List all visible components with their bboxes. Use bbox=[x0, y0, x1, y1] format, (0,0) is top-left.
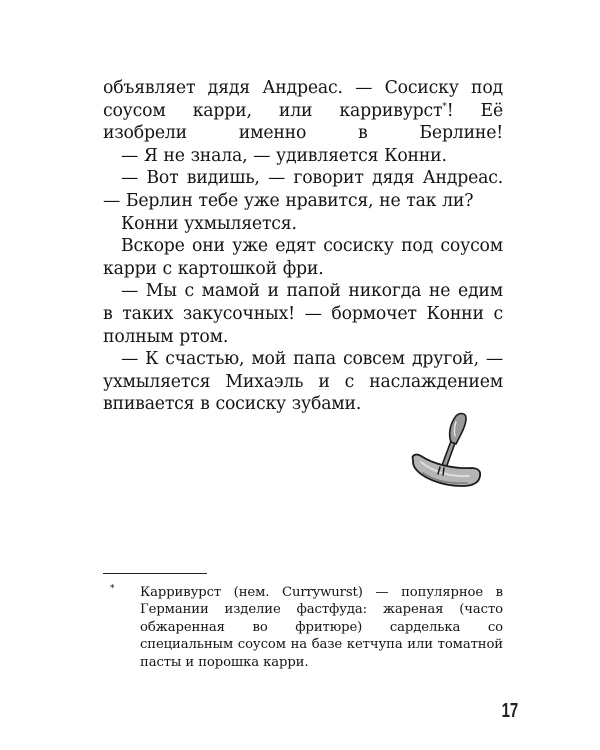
main-text bbox=[103, 77, 503, 416]
paragraph-7: — К счастью, мой папа совсем другой, — ухмыляется Михаэль и с наслаждением впивается в сосиску зубами. bbox=[103, 349, 503, 415]
fork-with-sausage-icon bbox=[405, 410, 487, 500]
paragraph-4: Конни ухмыляется. bbox=[121, 213, 297, 234]
footnote-divider bbox=[103, 573, 207, 574]
fork-head bbox=[450, 414, 466, 444]
paragraph-3: — Вот видишь, — говорит дядя Андреас. — Берлин тебе уже нравится, не так ли? bbox=[103, 168, 503, 211]
footnote-reference[interactable]: * bbox=[442, 101, 447, 112]
footnote-text: Карривурст (нем. Currywurst) — популярное в Германии изделие фастфуда: жареная (часто обжаренная во фритюре) сарделька со специальным соусом на базе кетчупа или томатной пасты и порошка карри. bbox=[140, 585, 503, 670]
paragraph-1-text: объявляет дядя Андреас. — Сосиску под соусом карри, или карривурст bbox=[103, 78, 503, 121]
page-number: 17 bbox=[501, 700, 518, 722]
footnote bbox=[103, 584, 503, 671]
paragraph-1-text-end: ! Её изобрели именно в Берлине! bbox=[103, 100, 504, 144]
paragraph-2: — Я не знала, — удивляется Конни. bbox=[121, 145, 447, 166]
paragraph-1 bbox=[103, 77, 503, 145]
paragraph-6: — Мы с мамой и папой никогда не едим в таких закусочных! — бормочет Конни с полным ртом. bbox=[103, 281, 503, 347]
paragraph-5: Вскоре они уже едят сосиску под соусом карри с картошкой фри. bbox=[103, 236, 503, 279]
fork-handle bbox=[441, 441, 455, 468]
footnote-marker: * bbox=[110, 584, 115, 594]
